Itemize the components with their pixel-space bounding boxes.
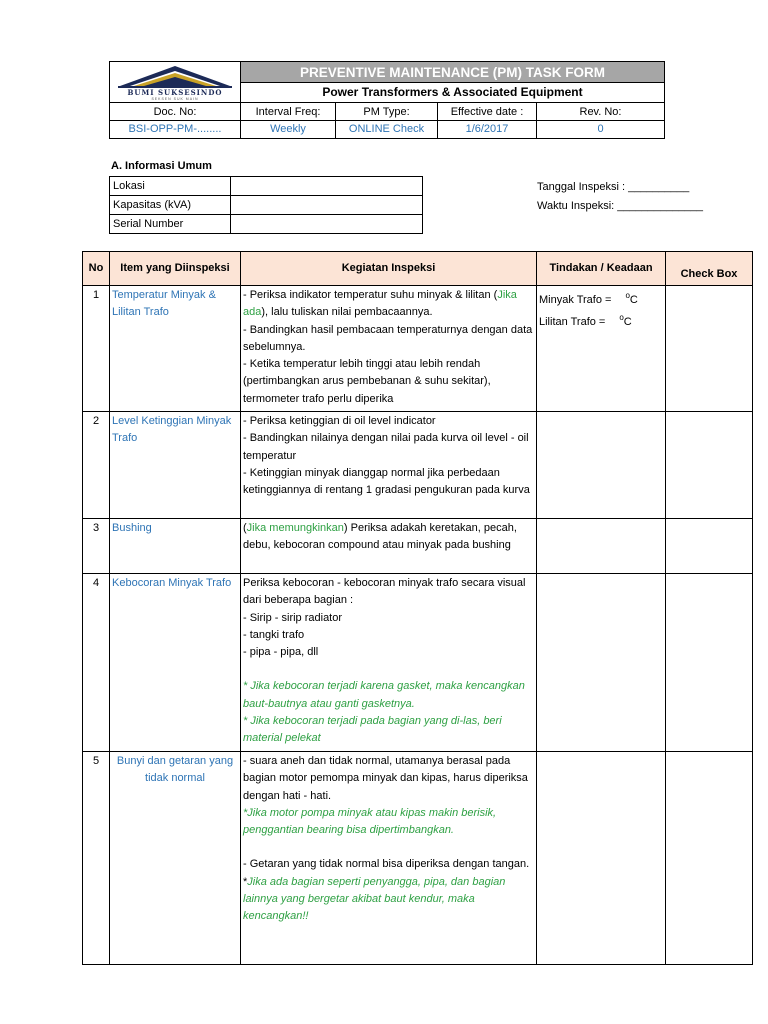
row-activity xyxy=(241,752,537,965)
company-logo xyxy=(110,62,241,102)
row-item: Kebocoran Minyak Trafo xyxy=(110,574,241,752)
activity-note: *Jika motor pompa minyak atau kipas makin berisik, penggantian bearing bisa dipertimbangkan. xyxy=(243,806,497,837)
table-header-row xyxy=(83,252,753,286)
winding-temp-label: Lilitan Trafo = xyxy=(539,316,606,329)
row-action[interactable] xyxy=(537,286,666,412)
inspection-date[interactable]: Tanggal Inspeksi : __________ xyxy=(537,181,690,193)
table-row xyxy=(83,412,753,519)
table-row xyxy=(83,519,753,574)
row-item: Level Ketinggian Minyak Trafo xyxy=(110,412,241,519)
celsius-unit: C xyxy=(629,294,638,306)
row-checkbox[interactable] xyxy=(666,286,753,412)
celsius-unit: C xyxy=(623,316,632,329)
capacity-field[interactable] xyxy=(231,196,423,215)
meta-effective-date xyxy=(438,103,537,139)
activity-line: - Getaran yang tidak normal bisa diperiksa dengan tangan. xyxy=(243,858,530,871)
activity-line: - Ketinggian minyak dianggap normal jika perbedaan ketinggiannya di rentang 1 gradasi pengukuran pada kurva xyxy=(243,466,530,497)
field-label: Lokasi xyxy=(110,177,231,196)
activity-note: * Jika kebocoran terjadi karena gasket, maka kencangkan baut-bautnya atau ganti gasketnya. xyxy=(243,680,525,710)
field-label: Serial Number xyxy=(110,215,231,234)
meta-interval xyxy=(241,103,336,139)
row-action[interactable] xyxy=(537,752,666,965)
activity-note: Jika ada xyxy=(243,289,517,319)
inspection-table xyxy=(82,251,753,965)
activity-line: - Periksa ketinggian di oil level indicator xyxy=(243,415,436,427)
row-activity xyxy=(241,519,537,574)
activity-note: * Jika kebocoran terjadi pada bagian yang di-las, beri material pelekat xyxy=(243,715,502,745)
meta-label: Doc. No: xyxy=(110,103,240,121)
header-no: No xyxy=(83,252,110,286)
activity-line: - Sirip - sirip radiator xyxy=(243,611,343,624)
meta-doc-no xyxy=(110,103,241,139)
row-item: Bushing xyxy=(110,519,241,574)
row-number: 5 xyxy=(83,752,110,965)
row-checkbox[interactable] xyxy=(666,574,753,752)
header-item: Item yang Diinspeksi xyxy=(110,252,241,286)
row-activity xyxy=(241,412,537,519)
meta-value[interactable]: BSI-OPP-PM-........ xyxy=(128,123,222,135)
degree-symbol: o xyxy=(619,313,624,323)
activity-line: Periksa kebocoran - kebocoran minyak trafo secara visual dari beberapa bagian : xyxy=(243,577,526,607)
logo-roof-icon xyxy=(116,64,234,90)
row-number: 3 xyxy=(83,519,110,574)
general-info-table xyxy=(109,176,423,234)
row-number: 4 xyxy=(83,574,110,752)
row-checkbox[interactable] xyxy=(666,752,753,965)
meta-value[interactable]: 0 xyxy=(597,123,604,135)
meta-value[interactable]: 1/6/2017 xyxy=(465,123,509,135)
activity-note: Jika memungkinkan xyxy=(246,522,344,534)
oil-temp-label: Minyak Trafo = xyxy=(539,294,612,306)
activity-line: - suara aneh dan tidak normal, utamanya berasal pada bagian motor pemompa minyak dan kipas, harus diperiksa dengan hati - hati. xyxy=(243,755,528,802)
activity-line: - pipa - pipa, dll xyxy=(243,646,319,659)
inspection-time[interactable]: Waktu Inspeksi: ______________ xyxy=(537,200,703,212)
activity-text: - Periksa indikator temperatur suhu minyak & lilitan ( xyxy=(243,289,498,301)
logo-tagline: SEKSEN SUK MAIN xyxy=(151,96,199,101)
header-activity: Kegiatan Inspeksi xyxy=(241,252,537,286)
activity-text: ( xyxy=(243,522,247,534)
activity-line xyxy=(243,874,534,926)
location-field[interactable] xyxy=(231,177,423,196)
spacer xyxy=(243,661,534,678)
field-label: Kapasitas (kVA) xyxy=(110,196,231,215)
row-checkbox[interactable] xyxy=(666,412,753,519)
activity-line: - tangki trafo xyxy=(243,628,305,641)
degree-symbol: o xyxy=(625,291,630,300)
header-action: Tindakan / Keadaan xyxy=(537,252,666,286)
row-action[interactable] xyxy=(537,412,666,519)
form-header xyxy=(109,61,665,139)
meta-value[interactable]: ONLINE Check xyxy=(348,123,425,135)
meta-label: Rev. No: xyxy=(537,103,664,121)
header-check: Check Box xyxy=(666,252,753,286)
row-number: 2 xyxy=(83,412,110,519)
activity-line xyxy=(243,287,534,322)
form-subtitle: Power Transformers & Associated Equipment xyxy=(322,85,583,99)
general-info-title: A. Informasi Umum xyxy=(111,160,212,172)
meta-rev-no xyxy=(537,103,664,139)
activity-text: ), lalu tuliskan nilai pembacaannya. xyxy=(261,306,433,319)
activity-note: Jika ada bagian seperti penyangga, pipa, dan bagian lainnya yang bergetar akibat baut kendur, maka kencangkan!! xyxy=(243,875,506,923)
meta-row xyxy=(110,102,664,139)
meta-value[interactable]: Weekly xyxy=(270,123,306,135)
meta-pm-type xyxy=(336,103,438,139)
oil-temp-reading xyxy=(539,287,663,309)
row-item: Bunyi dan getaran yang tidak normal xyxy=(110,752,241,965)
activity-line xyxy=(243,520,534,555)
row-action[interactable] xyxy=(537,519,666,574)
activity-line: - Bandingkan nilainya dengan nilai pada kurva oil level - oil temperatur xyxy=(243,432,529,462)
winding-temp-reading xyxy=(539,309,663,331)
activity-line: - Ketika temperatur lebih tinggi atau lebih rendah (pertimbangkan arus pembebanan & suhu sekitar), termometer trafo perlu diperika xyxy=(243,358,491,405)
row-activity xyxy=(241,574,537,752)
meta-label: Interval Freq: xyxy=(241,103,335,121)
form-title: PREVENTIVE MAINTENANCE (PM) TASK FORM xyxy=(241,62,664,83)
table-row xyxy=(83,752,753,965)
row-number: 1 xyxy=(83,286,110,412)
serial-number-field[interactable] xyxy=(231,215,423,234)
row-action[interactable] xyxy=(537,574,666,752)
activity-text: * xyxy=(243,875,248,888)
row-checkbox[interactable] xyxy=(666,519,753,574)
activity-text: ) Periksa adakah keretakan, pecah, debu, kebocoran compound atau minyak pada bushing xyxy=(243,522,517,552)
meta-label: Effective date : xyxy=(438,103,536,121)
table-row xyxy=(83,286,753,412)
activity-line: - Bandingkan hasil pembacaan temperaturnya dengan data sebelumnya. xyxy=(243,323,533,353)
table-row xyxy=(83,574,753,752)
row-activity xyxy=(241,286,537,412)
row-item: Temperatur Minyak & Lilitan Trafo xyxy=(110,286,241,412)
logo-name: BUMI SUKSESINDO xyxy=(127,87,223,97)
spacer xyxy=(243,839,534,856)
meta-label: PM Type: xyxy=(336,103,437,121)
